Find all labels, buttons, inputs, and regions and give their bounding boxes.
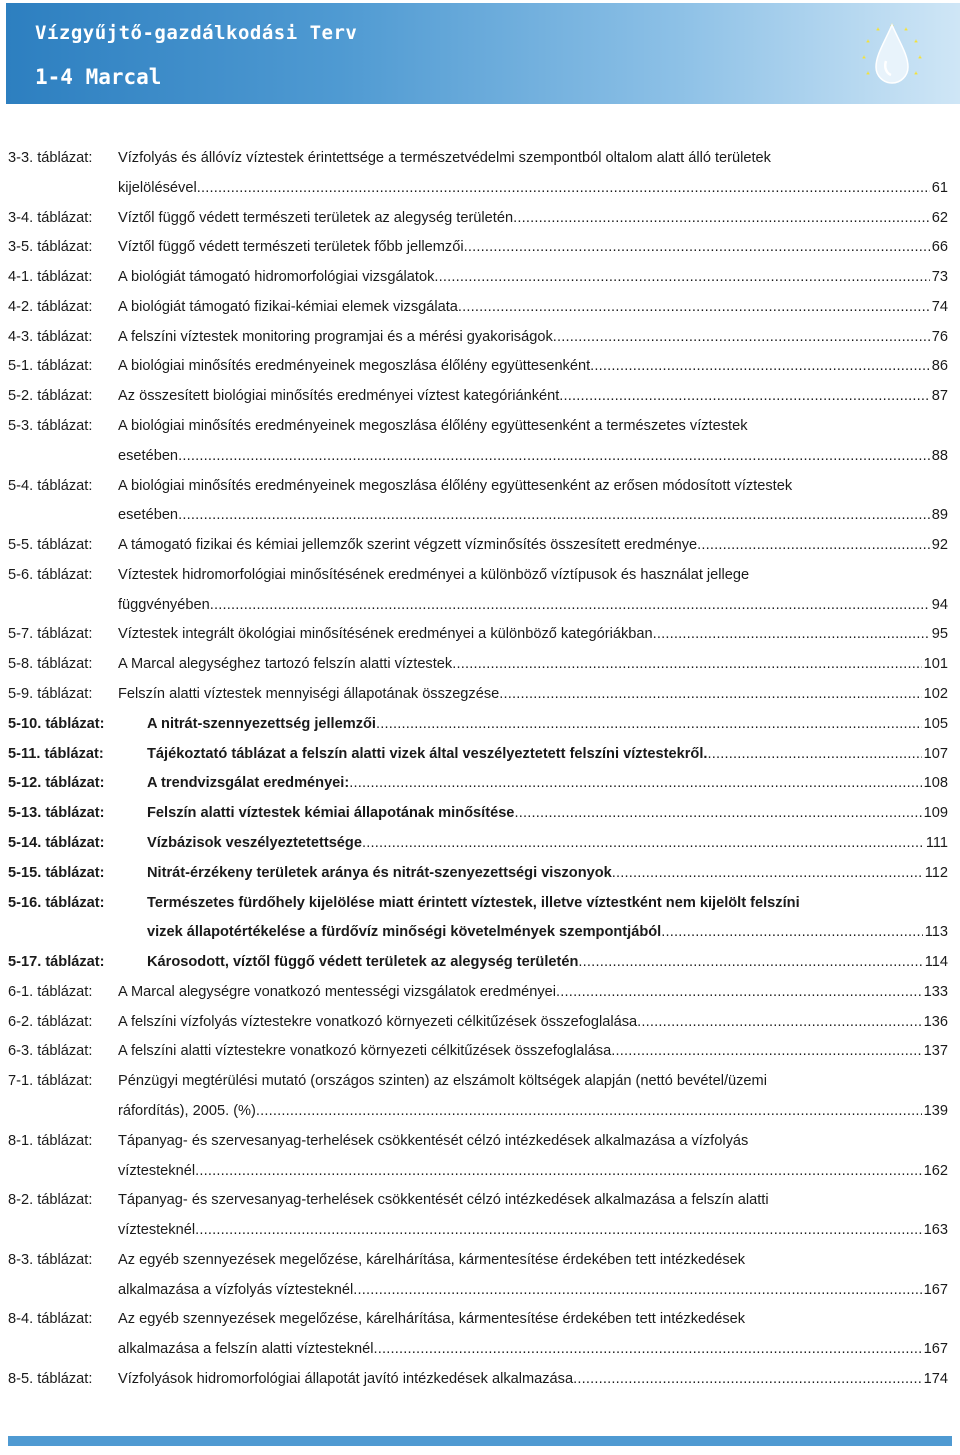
toc-entry-title-text: Természetes fürdőhely kijelölése miatt érintett víztestek, illetve víztestként nem kijelölt felszíni (147, 894, 800, 911)
toc-entry-number: 5-7. táblázat: (8, 626, 93, 643)
toc-entry-title-continued: ráfordítás), 2005. (%) (118, 1103, 256, 1120)
toc-entry-page: 137 (923, 1043, 948, 1060)
toc-entry-title-text: A felszíni alatti víztestekre vonatkozó környezeti célkitűzések összefoglalása (118, 1043, 612, 1060)
toc-entry-page: 107 (923, 745, 948, 762)
toc-entry[interactable] (8, 148, 948, 208)
toc-entry-page: 87 (931, 388, 948, 405)
toc-entry-number: 8-5. táblázat: (8, 1370, 93, 1387)
toc-entry-title-continued: alkalmazása a felszín alatti víztesteknél (118, 1341, 374, 1358)
toc-entry[interactable] (8, 1131, 948, 1191)
toc-entry-title-continued: vizek állapotértékelése a fürdővíz minőségi követelmények szempontjából (147, 924, 662, 941)
toc-entry-title-text: Víztestek hidromorfológiai minősítésének eredményei a különböző víztípusok és használat jellege (118, 566, 750, 583)
toc-entry-title-text: Az egyéb szennyezések megelőzése, kárelhárítása, kármentesítése érdekében tett intézkedések (118, 1311, 746, 1328)
toc-entry-number: 5-10. táblázat: (8, 715, 105, 732)
toc-entry-title-text: Károsodott, víztől függő védett területek az alegység területén (147, 954, 579, 971)
toc-entry-title (118, 204, 948, 234)
toc-entry-number: 4-1. táblázat: (8, 269, 93, 286)
toc-entry-page: 113 (924, 924, 948, 941)
toc-entry-title-text: Víztestek integrált ökológiai minősítésének eredményei a különböző kategóriákban (118, 626, 653, 643)
toc-entry-title (147, 740, 948, 770)
toc-entry-number: 5-14. táblázat: (8, 834, 105, 851)
toc-entry-page: 105 (923, 715, 948, 732)
dot-leader (210, 591, 930, 621)
toc-entry-number: 4-2. táblázat: (8, 298, 93, 315)
toc-entry-page: 133 (923, 983, 948, 1000)
dot-leader (637, 1008, 922, 1038)
toc-entry-page: 92 (931, 537, 948, 554)
toc-entry-title-text: A Marcal alegységhez tartozó felszín alatti víztestek (118, 656, 453, 673)
header-title: Vízgyűjtő-gazdálkodási Terv (35, 22, 358, 44)
toc-entry-number: 5-15. táblázat: (8, 864, 105, 881)
toc-entry-title (147, 889, 948, 949)
toc-entry-title-text: A Marcal alegységre vonatkozó mentességi vizsgálatok eredményei (118, 983, 557, 1000)
toc-entry-number: 5-4. táblázat: (8, 477, 93, 494)
toc-entry-page: 139 (923, 1103, 948, 1120)
toc-entry-title-text: A támogató fizikai és kémiai jellemzők szerint végzett vízminősítés összesített eredménye (118, 537, 698, 554)
dot-leader (374, 1335, 922, 1365)
toc-entry-title-text: Felszín alatti víztestek mennyiségi állapotának összegzése (118, 685, 500, 702)
dot-leader (195, 1157, 922, 1187)
dot-leader (376, 710, 922, 740)
toc-entry[interactable] (8, 1190, 948, 1250)
toc-entry-page: 61 (931, 179, 948, 196)
toc-entry-page: 76 (931, 328, 948, 345)
dot-leader (556, 978, 922, 1008)
toc-entry-number: 8-2. táblázat: (8, 1192, 93, 1209)
toc-entry-page: 102 (923, 685, 948, 702)
toc-entry-number: 5-13. táblázat: (8, 805, 105, 822)
toc-entry-title (118, 293, 948, 323)
toc-entry-title-continued: függvényében (118, 596, 210, 613)
toc-entry-page: 101 (923, 656, 948, 673)
toc-entry[interactable] (8, 1071, 948, 1131)
dot-leader (452, 650, 921, 680)
toc-entry-number: 6-3. táblázat: (8, 1043, 93, 1060)
toc-entry-page: 88 (931, 447, 948, 464)
toc-entry-title (147, 799, 948, 829)
toc-entry-number: 7-1. táblázat: (8, 1073, 93, 1090)
toc-entry-number: 5-2. táblázat: (8, 388, 93, 405)
dot-leader (499, 680, 921, 710)
page-header (6, 3, 960, 104)
toc-entry-page: 174 (923, 1370, 948, 1387)
toc-entry-title (118, 382, 948, 412)
toc-entry-number: 8-1. táblázat: (8, 1132, 93, 1149)
toc-entry-page: 95 (931, 626, 948, 643)
toc-entry-title (118, 233, 948, 263)
toc-entry-page: 111 (925, 834, 948, 851)
toc-entry[interactable] (8, 893, 948, 953)
toc-entry-title-text: A biológiai minősítés eredményeinek megoszlása élőlény együttesenként az erősen módosított víztestek (118, 477, 793, 494)
toc-entry-number: 5-9. táblázat: (8, 685, 93, 702)
toc-entry-title-continued: víztesteknél (118, 1222, 196, 1239)
toc-entry-title (118, 472, 948, 532)
dot-leader (611, 1037, 921, 1067)
toc-entry-page: 167 (923, 1341, 948, 1358)
toc-entry-title (147, 710, 948, 740)
toc-entry-page: 162 (923, 1162, 948, 1179)
toc-entry-title-text: Vízfolyás és állóvíz víztestek érintettsége a természetvédelmi szempontból oltalom alatt álló területek (118, 150, 771, 166)
toc-entry-title-text: Tápanyag- és szervesanyag-terhelések csökkentését célzó intézkedések alkalmazása a felszín alatti (118, 1192, 769, 1209)
toc-entry-number: 3-4. táblázat: (8, 209, 93, 226)
toc-entry-title-text: A felszíni vízfolyás víztestekre vonatkozó környezeti célkitűzések összefoglalása (118, 1013, 638, 1030)
toc-entry-page: 74 (931, 298, 948, 315)
toc-entry-title (147, 769, 948, 799)
toc-entry-title-text: A nitrát-szennyezettség jellemzői (147, 715, 376, 732)
table-of-tables (8, 148, 948, 1399)
toc-entry-title-text: Nitrát-érzékeny területek aránya és nitrát-szenyezettségi viszonyok (147, 864, 612, 881)
toc-entry-title-text: Tájékoztató táblázat a felszín alatti vizek által veszélyeztetett felszíni víztestekről. (147, 745, 708, 762)
toc-entry-title-text: Felszín alatti víztestek kémiai állapotának minősítése (147, 805, 515, 822)
toc-entry-title (118, 1008, 948, 1038)
dot-leader (513, 204, 930, 234)
dot-leader (661, 918, 923, 948)
dot-leader (707, 740, 921, 770)
toc-entry-title-text: A biológiát támogató hidromorfológiai vizsgálatok (118, 269, 435, 286)
toc-entry[interactable] (8, 1369, 948, 1399)
dot-leader (553, 323, 930, 353)
toc-entry-title-continued: esetében (118, 447, 179, 464)
toc-entry-number: 5-8. táblázat: (8, 656, 93, 673)
toc-entry-title (147, 859, 948, 889)
toc-entry-page: 112 (924, 864, 948, 881)
toc-entry-title (147, 829, 948, 859)
toc-entry-number: 3-5. táblázat: (8, 239, 93, 256)
dot-leader (559, 382, 929, 412)
toc-entry-title (118, 323, 948, 353)
dot-leader (362, 829, 924, 859)
toc-entry[interactable] (8, 416, 948, 476)
toc-entry-number: 3-3. táblázat: (8, 150, 93, 166)
toc-entry-number: 8-4. táblázat: (8, 1311, 93, 1328)
toc-entry-title (118, 263, 948, 293)
toc-entry-title (118, 680, 948, 710)
dot-leader (178, 442, 930, 472)
toc-entry-title-continued: kijelölésével (118, 179, 197, 196)
toc-entry-title-text: A biológiai minősítés eredményeinek megoszlása élőlény együttesenként a természetes víztestek (118, 418, 748, 435)
toc-entry-number: 6-1. táblázat: (8, 983, 93, 1000)
toc-entry-page: 109 (923, 805, 948, 822)
toc-entry-title-continued: esetében (118, 507, 179, 524)
toc-entry-number: 5-5. táblázat: (8, 537, 93, 554)
toc-entry-number: 5-16. táblázat: (8, 894, 105, 911)
toc-entry-number: 5-11. táblázat: (8, 745, 104, 762)
dot-leader (514, 799, 921, 829)
toc-entry-page: 73 (931, 269, 948, 286)
toc-entry-title-text: A trendvizsgálat eredményei: (147, 775, 350, 792)
toc-entry-title (118, 650, 948, 680)
dot-leader (653, 620, 930, 650)
toc-entry-title-text: Tápanyag- és szervesanyag-terhelések csökkentését célzó intézkedések alkalmazása a vízfolyás (118, 1132, 749, 1149)
toc-entry-page: 94 (931, 596, 948, 613)
dot-leader (195, 1216, 922, 1246)
toc-entry-title (118, 412, 948, 472)
toc-entry-number: 5-12. táblázat: (8, 775, 105, 792)
toc-entry-title (118, 620, 948, 650)
dot-leader (573, 1365, 922, 1395)
toc-entry-number: 5-6. táblázat: (8, 566, 93, 583)
toc-entry-number: 5-3. táblázat: (8, 418, 93, 435)
dot-leader (590, 352, 930, 382)
toc-entry-title (118, 1305, 948, 1365)
toc-entry-title-text: Az összesített biológiai minősítés eredményei víztest kategóriánként (118, 388, 560, 405)
dot-leader (578, 948, 922, 978)
toc-entry-page: 114 (924, 954, 948, 971)
toc-entry-title-text: Víztől függő védett természeti területek az alegység területén (118, 209, 514, 226)
toc-entry-title (118, 144, 948, 204)
toc-entry-title-text: Vízbázisok veszélyeztetettsége (147, 834, 362, 851)
toc-entry-title (118, 1246, 948, 1306)
toc-entry-number: 8-3. táblázat: (8, 1251, 93, 1268)
dot-leader (434, 263, 929, 293)
toc-entry-title-continued: víztesteknél (118, 1162, 196, 1179)
toc-entry-title (118, 561, 948, 621)
header-subtitle: 1-4 Marcal (35, 65, 162, 89)
toc-entry-title-text: A biológiát támogató fizikai-kémiai elemek vizsgálata (118, 298, 458, 315)
toc-entry-title-text: Víztől függő védett természeti területek főbb jellemzői (118, 239, 464, 256)
dot-leader (197, 174, 930, 204)
toc-entry-title (118, 1037, 948, 1067)
toc-entry-title-continued: alkalmazása a vízfolyás víztesteknél (118, 1281, 354, 1298)
toc-entry-title (118, 1067, 948, 1127)
dot-leader (256, 1097, 922, 1127)
toc-entry-title-text: A felszíni víztestek monitoring programjai és a mérési gyakoriságok (118, 328, 553, 345)
dot-leader (349, 769, 921, 799)
dot-leader (458, 293, 930, 323)
toc-entry-title (118, 978, 948, 1008)
toc-entry-page: 163 (923, 1222, 948, 1239)
toc-entry-title-text: Vízfolyások hidromorfológiai állapotát javító intézkedések alkalmazása (118, 1370, 574, 1387)
dot-leader (612, 859, 923, 889)
toc-entry-title (118, 1127, 948, 1187)
dot-leader (178, 501, 930, 531)
dot-leader (697, 531, 930, 561)
toc-entry[interactable] (8, 476, 948, 536)
toc-entry-page: 108 (923, 775, 948, 792)
toc-entry[interactable] (8, 1250, 948, 1310)
toc-entry-title (118, 1186, 948, 1246)
eu-water-drop-logo (820, 3, 960, 104)
dot-leader (353, 1276, 921, 1306)
toc-entry-number: 5-17. táblázat: (8, 954, 105, 971)
toc-entry-title-text: Pénzügyi megtérülési mutató (országos szinten) az elszámolt költségek alapján (nettó bevétel/üzemi (118, 1073, 767, 1090)
toc-entry-title (147, 948, 948, 978)
toc-entry-title (118, 531, 948, 561)
toc-entry-number: 4-3. táblázat: (8, 328, 93, 345)
toc-entry-page: 89 (931, 507, 948, 524)
toc-entry-page: 86 (931, 358, 948, 375)
dot-leader (464, 233, 930, 263)
toc-entry-number: 6-2. táblázat: (8, 1013, 93, 1030)
footer-bar (8, 1436, 952, 1446)
toc-entry-number: 5-1. táblázat: (8, 358, 93, 375)
toc-entry-page: 66 (931, 239, 948, 256)
toc-entry-title-text: A biológiai minősítés eredményeinek megoszlása élőlény együttesenként (118, 358, 591, 375)
toc-entry-title-text: Az egyéb szennyezések megelőzése, kárelhárítása, kármentesítése érdekében tett intézkedések (118, 1251, 746, 1268)
toc-entry[interactable] (8, 1309, 948, 1369)
toc-entry-title (118, 352, 948, 382)
toc-entry[interactable] (8, 565, 948, 625)
toc-entry-page: 167 (923, 1281, 948, 1298)
toc-entry-page: 62 (931, 209, 948, 226)
toc-entry-title (118, 1365, 948, 1395)
toc-entry-page: 136 (923, 1013, 948, 1030)
